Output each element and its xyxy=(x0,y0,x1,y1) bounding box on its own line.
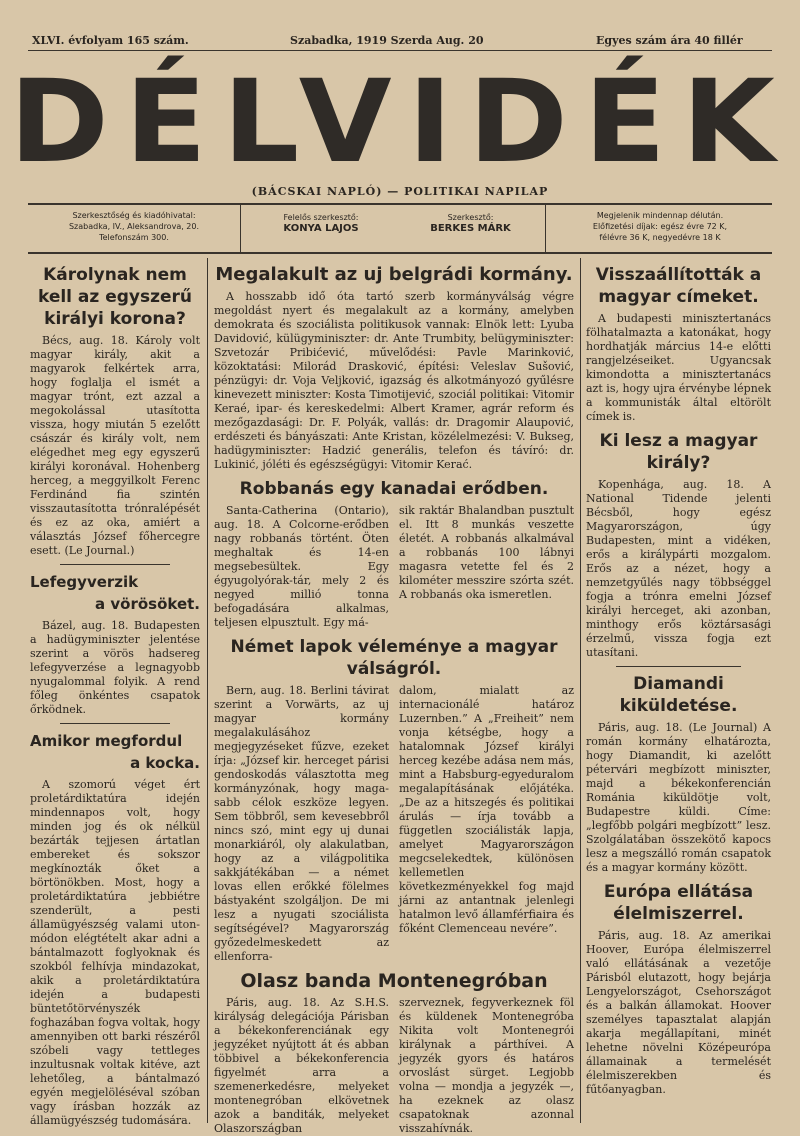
office-info xyxy=(30,210,238,243)
headline-kocka-1: Amikor megfordul xyxy=(30,732,183,750)
column-3 xyxy=(586,262,771,1097)
article-karoly: Bécs, aug. 18. Károly volt magyar király, akit a magyarok felkértek arra, hogy foglalja el ismét a magyar trónt, ezt azzal a megokolással utasította vissza, hogy miután 5 ezelőtt császár és király volt, nem elégedhet meg egy egyszerű királyi koronával. Hohenberg herceg, a meggyilkolt Ferenc Ferdinánd fia szintén visszautasította trónralépését és ez az oka, amiért a választás József főhercegre esett. (Le Journal.) xyxy=(30,334,200,557)
article-europa: Páris, aug. 18. Az amerikai Hoover, Európa élelmiszerrel való ellátásának a vezetője Párisból elutazott, hogy bejárja Lengyelországot, Csehországot és a balkán államokat. Hoover személyes tapasztalat alapján akarja megállapítani, minét lehetne növelni Középeurópa államainak a termelését élelmiszerekben és fűtőanyagban. xyxy=(586,929,771,1096)
office-line-1: Szerkesztőség és kiadóhivatal: xyxy=(72,211,196,220)
column-divider-2 xyxy=(580,258,581,1123)
info-rule-bottom xyxy=(28,252,772,254)
sub-line-3: félévre 36 K, negyedévre 18 K xyxy=(599,233,721,242)
headline-europa: Európa ellátása élelmiszerrel. xyxy=(603,882,754,924)
masthead-title: DÉLVIDÉK xyxy=(9,56,791,189)
sub-line-1: Megjelenik mindennap délután. xyxy=(596,211,724,220)
owner-info xyxy=(398,212,543,234)
headline-lefegyverzik-2: a vörösöket. xyxy=(95,595,200,613)
article-nemet-b: dalom, mialatt az internacionálé határoz Luzernben.” A „Freiheit” nem vonja kétségbe, hogy a hatalomnak József királyi herceg kezébe adása nem más, mint a Habsburg-egyeduralom megalapításának előjátéka. „De az a hitszegés és politikai árulás — írja tovább a független szociálisták lapja, amelyet Magyarországon megcselekedtek, különösen kellemetlen következményekkel fog majd járni az antantnak jelenlegi hatalmon levő államférfiaira és főként Clemenceau nevére”. xyxy=(399,684,574,935)
article-nemet-a: Bern, aug. 18. Berlini távirat szerint a Vorwärts, az uj magyar kormány megalakulásához megjegyzéseket fűzve, ezeket írja: „József kir. herceget párisi gendoskodás választotta meg kormányzónak, hogy maga-sabb célok eszköze legyen. Sem többről, sem kevesebbről nincs szó, mint egy uj dunai monarkiáról, oly alakulatban, hogy az a világpolitika sakkjátékában — a német lovas ellen erőkké fölelmes bástyaként szolgáljon. De mi lesz a nyugati szociálista segítségével? Magyarország győzedelmeskedett az ellenforra- xyxy=(214,684,389,963)
separator xyxy=(616,666,741,667)
column-divider-1 xyxy=(207,258,208,1123)
editor-label: Felelős szerkesztő: xyxy=(283,213,359,222)
issue-number: XLVI. évfolyam 165 szám. xyxy=(32,34,189,47)
office-line-2: Szabadka, IV., Aleksandrova, 20. xyxy=(68,222,200,231)
editor-name: KONYA LAJOS xyxy=(283,223,359,234)
owner-label: Szerkesztő: xyxy=(447,213,494,222)
article-olasz-a: Páris, aug. 18. Az S.H.S. királyság delegációja Párisban a békekonferenciának egy jegyzéket nyújtott át és abban többivel a békekonferencia figyelmét arra a szemenerkedésre, melyeket montenegróban elkövetnek azok a banditák, melyeket Olaszországban xyxy=(214,996,389,1135)
separator xyxy=(60,723,170,724)
column-1 xyxy=(30,262,200,1128)
headline-lefegyverzik-1: Lefegyverzik xyxy=(30,573,139,591)
headline-karoly: Károlynak nem kell az egyszerű királyi korona? xyxy=(37,265,193,329)
headline-kocka-2: a kocka. xyxy=(130,754,200,772)
owner-name: BERKES MÁRK xyxy=(430,223,511,234)
article-cimek: A budapesti minisztertanács fölhatalmazta a katonákat, hogy hordhatják március 14-e előtti rangjelzéseiket. Ugyancsak kimondotta a minisztertanács azt is, hogy ujra érvénybe lépnek a kommunisták által eltörölt címek is. xyxy=(586,312,771,423)
article-kiraly: Kopenhága, aug. 18. A National Tidende jelenti Bécsből, hogy egész Magyarországon, úgy Budapesten, mint a vidéken, erős a királypárti mozgalom. Erős az a nézet, hogy a nemzetgyűlés nagy többséggel fogja a trónra emelni József királyi herceget, aki azonban, minthogy erős köztársasági érzelmű, vissza fogja ezt utasítani. xyxy=(586,478,771,659)
article-olasz-b: szerveznek, fegyverkeznek föl és küldenek Montenegróba Nikita volt Montenegrói királynak a párthívei. A jegyzék gyors és határos orvoslást sürget. Legjobb volna — mondja a jegyzék —, ha ezeknek az olasz csapatoknak azonnal visszahívnák. xyxy=(399,996,574,1135)
editor-info xyxy=(246,212,396,234)
article-robbanas-b: sik raktár Bhalandban pusztult el. Itt 8 munkás veszette életét. A robbanás alkalmával a robbanás 100 lábnyi magasra vetette fel és 2 kilométer messzire szórta szét. A robbanás oka ismeretlen. xyxy=(399,504,574,601)
column-2 xyxy=(214,262,574,1136)
headline-kiraly: Ki lesz a magyar király? xyxy=(599,431,758,473)
top-rule xyxy=(28,50,772,51)
masthead-subtitle: (BÁCSKAI NAPLÓ) — POLITIKAI NAPILAP xyxy=(251,185,549,198)
info-rule-top xyxy=(28,203,772,205)
headline-belgrad: Megalakult az uj belgrádi kormány. xyxy=(215,264,573,285)
issue-price: Egyes szám ára 40 fillér xyxy=(596,34,743,47)
headline-olasz-banda: Olasz banda Montenegróban xyxy=(240,970,548,992)
info-divider-1 xyxy=(240,205,241,252)
article-belgrad: A hosszabb idő óta tartó szerb kormányválság végre megoldást nyert és megalakult az a kormány, amelyben demokrata és szociálista politikusok vannak: Elnök lett: Lyuba Davidović, külügyminiszter: dr. Ante Trumbity, belügyminiszter: Szvetozár Pribićević, művelődési: Pavle Marinković, közoktatási: Milorád Drasković, építési: Veleslav Sušović, pénzügyi: dr. Voja Veljković, igazság és alkotmányozó gyűlésre kinevezett miniszter: Kosta Timotijević, szociál politikai: Vitomir Keraé, ipar- és kereskedelmi: Albert Kramer, agrár reform és mezőgazdasági: Dr. F. Polyák, vallás: dr. Dragomir Alaupović, erdészeti és bányászati: Ante Kristan, közélelmezési: V. Bukseg, hadügyminiszter: Hadzić generális, telefon és távíró: dr. Lukinić, jóléti és egészségügyi: Vitomir Kerać. xyxy=(214,290,574,471)
article-kocka: A szomorú véget ért proletárdiktatúra idején mindennapos volt, hogy minden jog és ok nélkül bezárták tejjesen ártatlan embereket és sokszor megkínozták őket a börtönökben. Most, hogy a proletárdiktatúra jebbiétre szenderült, a pesti államügyészség valami uton-módon elégtételt akar adni a bántalmazott foglyoknak és szokból felhívja mindazokat, akik a proletárdiktatúra idején a budapesti büntetőtörvényszék foghazában fogva voltak, hogy amennyiben ott barki részéről szóbeli vagy tettleges inzultusnak voltak kitéve, azt lehetőleg, a bántalmazó egyén megjelöléséval szóban vagy írásban hozzák az államügyészség tudomására. xyxy=(30,778,200,1127)
headline-nemet-lapok: Német lapok véleménye a magyar válságról. xyxy=(230,637,558,679)
sub-line-2: Előfizetési díjak: egész évre 72 K, xyxy=(592,222,728,231)
separator xyxy=(60,564,170,565)
article-lefegyverzik: Bázel, aug. 18. Budapesten a hadügyminiszter jelentése szerint a vörös hadsereg lefegyverzése a legnagyobb nyugalommal folyik. A rend főleg önkéntes csapatok őrködnek. xyxy=(30,619,200,716)
headline-diamandi: Diamandi kiküldetése. xyxy=(619,674,738,716)
article-diamandi: Páris, aug. 18. (Le Journal) A román kormány elhatározta, hogy Diamandit, ki azelőtt pétervári megbízott miniszter, majd a békekonferencián Románia kiküldötje volt, Budapestre küldi. Címe: „legfőbb polgári megbízott” lesz. Szolgálatában összekötő kapocs lesz a megszálló román csapatok és a magyar kormány között. xyxy=(586,721,771,874)
article-robbanas-a: Santa-Catherina (Ontario), aug. 18. A Colcorne-erődben nagy robbanás történt. Öten meghaltak és 14-en megsebesültek. Egy égyugolyórak-tár, mely 2 és negyed millió tonna befogadására alkalmas, teljesen elpusztult. Egy má- xyxy=(214,504,389,629)
office-line-3: Telefonszám 300. xyxy=(99,233,169,242)
subscription-info xyxy=(550,210,770,243)
info-divider-2 xyxy=(545,205,546,252)
issue-date: Szabadka, 1919 Szerda Aug. 20 xyxy=(290,34,484,47)
headline-cimek: Visszaállították a magyar címeket. xyxy=(595,265,762,307)
headline-robbanas: Robbanás egy kanadai erődben. xyxy=(239,479,549,499)
